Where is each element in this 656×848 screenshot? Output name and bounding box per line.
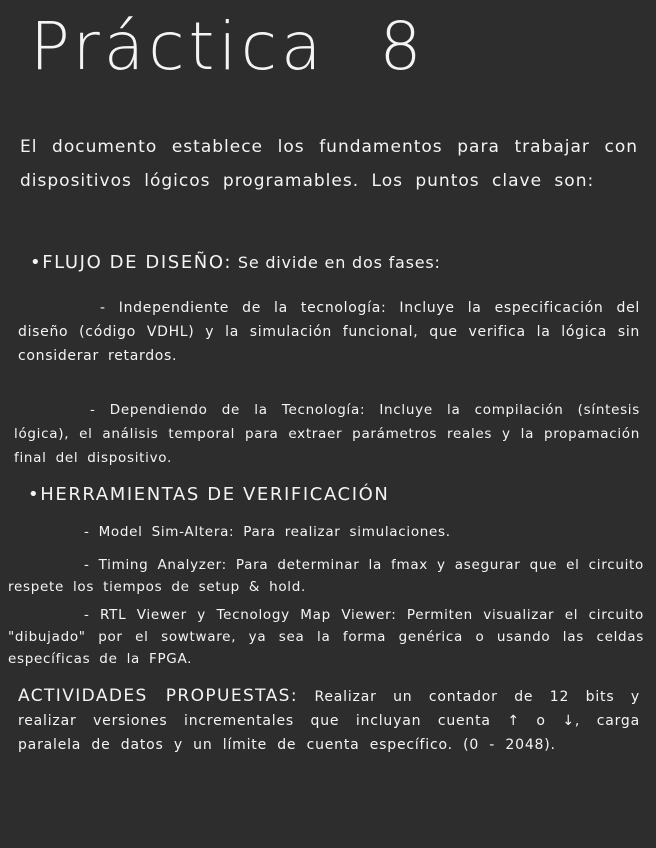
activities-paragraph [18, 684, 640, 757]
title-number: 8 [379, 8, 426, 85]
design-flow-title: •FLUJO DE DISEÑO: [30, 252, 232, 273]
activities-heading: ACTIVIDADES PROPUESTAS: [18, 686, 298, 706]
title-word: Práctica [30, 8, 326, 85]
design-flow-subtitle: Se divide en dos fases: [231, 253, 441, 272]
tool-item-timing-analyzer: - Timing Analyzer: Para determinar la fmax y asegurar que el circuito respete los tiempos de setup & hold. [8, 557, 644, 595]
activities-text: Realizar un contador de 12 bits y realizar versiones incrementales que incluyan cuenta ↑ o ↓, carga paralela de datos y un límite de cuenta específico. (0 - 2048). [18, 689, 640, 753]
design-flow-item-independent: - Independiente de la tecnología: Incluye la especificación del diseño (código VDHL) y la simulación funcional, que verifica la lógica sin considerar retardos. [18, 300, 640, 364]
design-flow-heading [30, 252, 441, 273]
design-flow-item-dependent: - Dependiendo de la Tecnología: Incluye la compilación (síntesis lógica), el análisis temporal para extraer parámetros reales y la propamación final del dispositivo. [14, 402, 640, 466]
intro-paragraph: El documento establece los fundamentos para trabajar con dispositivos lógicos programables. Los puntos clave son: [20, 137, 638, 191]
page-title [30, 8, 426, 85]
tool-item-modelsim: - Model Sim-Altera: Para realizar simulaciones. [84, 524, 451, 540]
tool-item-rtl-viewer: - RTL Viewer y Tecnology Map Viewer: Permiten visualizar el circuito "dibujado" por el sowtware, ya sea la forma genérica o usando las celdas específicas de la FPGA. [8, 607, 644, 667]
tools-heading: •HERRAMIENTAS DE VERIFICACIÓN [28, 484, 390, 505]
